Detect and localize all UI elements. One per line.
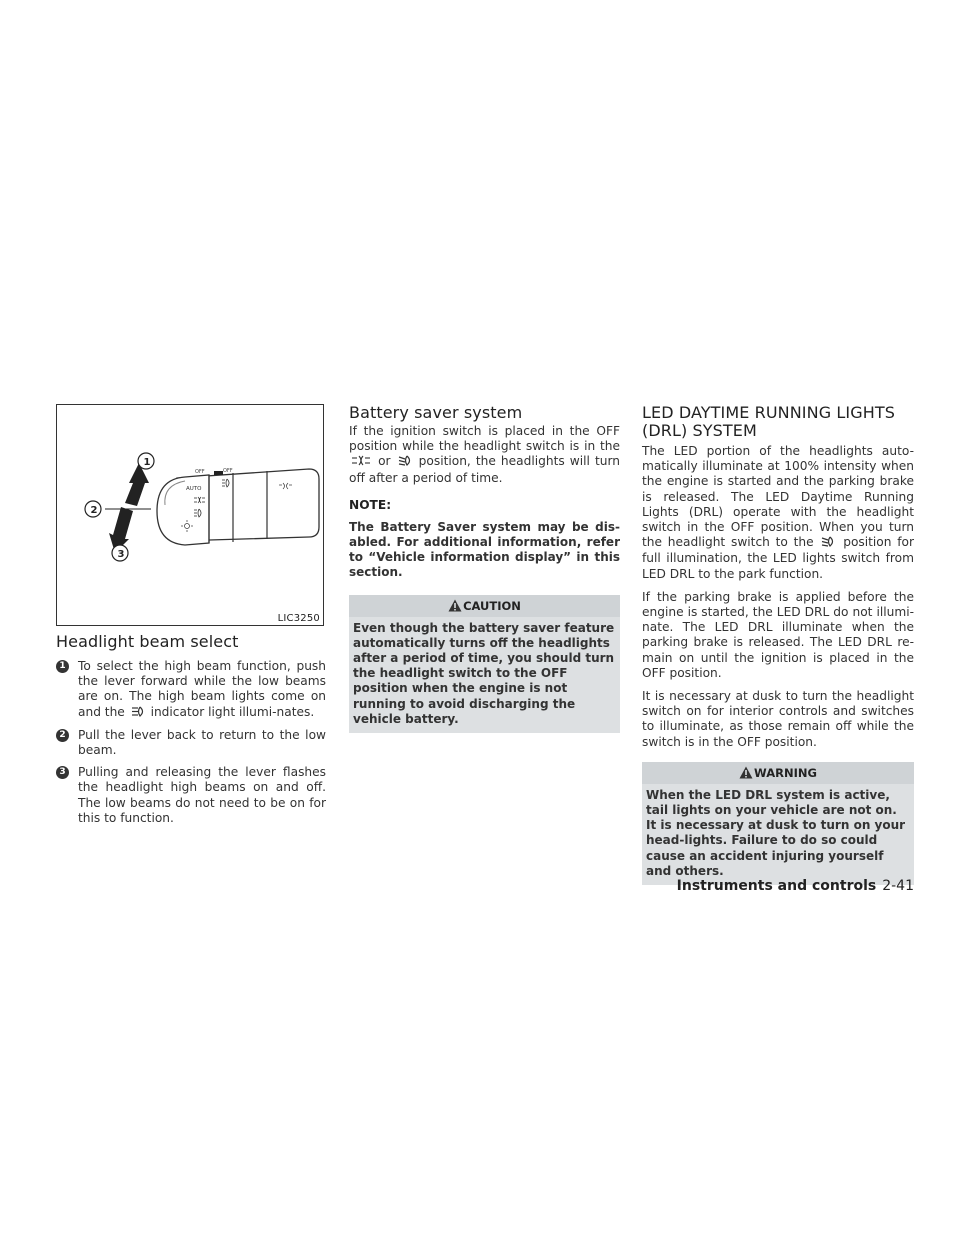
step-item — [56, 765, 326, 826]
drl-paragraph: It is necessary at dusk to turn the headlight switch on for interior controls and switches to illuminate, as those remain off while the switch is in the OFF position. — [642, 689, 914, 749]
headlight-lever-figure — [56, 404, 324, 626]
headlight-beam-title: Headlight beam select — [56, 632, 239, 651]
column-left — [56, 404, 326, 833]
step-text: indicator light illumi-nates. — [150, 704, 315, 719]
column-middle — [349, 404, 620, 733]
drl-paragraph: If the parking brake is applied before the engine is started, the LED DRL do not illumi-nate. The LED DRL illuminate when the parking brake is released. The LED DRL re-main on until the ignition is placed in the OFF position. — [642, 589, 914, 680]
step-number: 2 — [56, 729, 69, 742]
switch-off-mark: OFF — [223, 468, 233, 474]
step-number: 1 — [56, 660, 69, 673]
headlight-icon — [821, 536, 835, 551]
warning-box — [642, 762, 914, 885]
caution-box — [349, 595, 620, 733]
column-right — [642, 404, 914, 885]
footer-section: Instruments and controls — [676, 878, 877, 894]
page-footer — [677, 878, 914, 894]
high-beam-icon — [131, 706, 145, 721]
step-item — [56, 728, 326, 758]
step-text: Pulling and releasing the lever flashes the headlight high beams on and off. The low beams do not need to be on for this to function. — [78, 765, 326, 825]
step-text: To select the high beam function, push the lever forward while the low beams are on. The high beam lights come on and the — [78, 659, 326, 719]
caution-header — [349, 595, 620, 617]
switch-auto-mark: AUTO — [186, 486, 202, 492]
warning-header — [642, 762, 914, 784]
battery-saver-title: Battery saver system — [349, 403, 523, 422]
svg-text:2: 2 — [90, 505, 98, 516]
warning-triangle-icon — [448, 597, 462, 619]
svg-text:1: 1 — [143, 457, 151, 468]
parking-light-icon — [351, 455, 371, 470]
callout-1 — [138, 453, 154, 469]
svg-text:3: 3 — [117, 549, 125, 560]
headlight-icon — [398, 455, 412, 470]
warning-triangle-icon — [739, 764, 753, 786]
note-body: The Battery Saver system may be dis-abled. For additional information, refer to “Vehicle information display” in this section. — [349, 519, 620, 580]
drl-title: LED DAYTIME RUNNING LIGHTS (DRL) SYSTEM — [642, 403, 895, 440]
note-title: NOTE: — [349, 497, 392, 512]
caution-title: CAUTION — [463, 598, 521, 613]
drl-paragraph: The LED portion of the headlights auto-matically illuminate at 100% intensity when the engine is started and the parking brake is released. The LED Daytime Running Lights (DRL) operate with the headlight switch in the OFF position. When you turn the headlight switch to the position for full illumination, the LED lights switch from LED DRL to the park function. — [642, 444, 915, 581]
callout-2 — [85, 501, 101, 517]
battery-saver-paragraph: If the ignition switch is placed in the OFF position while the headlight switch is in the or position, the headlights will turn off after a period of time. — [349, 424, 620, 485]
caution-body: Even though the battery saver feature automatically turns off the headlights after a period of time, you should turn the headlight switch to the OFF position when the engine is not running to avoid discharging the vehicle battery. — [353, 620, 615, 726]
step-text: Pull the lever back to return to the low beam. — [78, 727, 326, 758]
warning-title: WARNING — [754, 765, 817, 780]
headlight-lever-illustration — [57, 405, 323, 625]
callout-3 — [112, 545, 128, 561]
page-number: 2-41 — [882, 878, 914, 894]
step-item — [56, 659, 326, 721]
warning-body: When the LED DRL system is active, tail lights on your vehicle are not on. It is necessary at dusk to turn on your head-lights. Failure to do so could cause an accident injuring yourself and others. — [646, 787, 906, 878]
figure-label: LIC3250 — [277, 613, 320, 624]
step-number: 3 — [56, 766, 69, 779]
switch-off-mark: OFF — [195, 469, 205, 475]
